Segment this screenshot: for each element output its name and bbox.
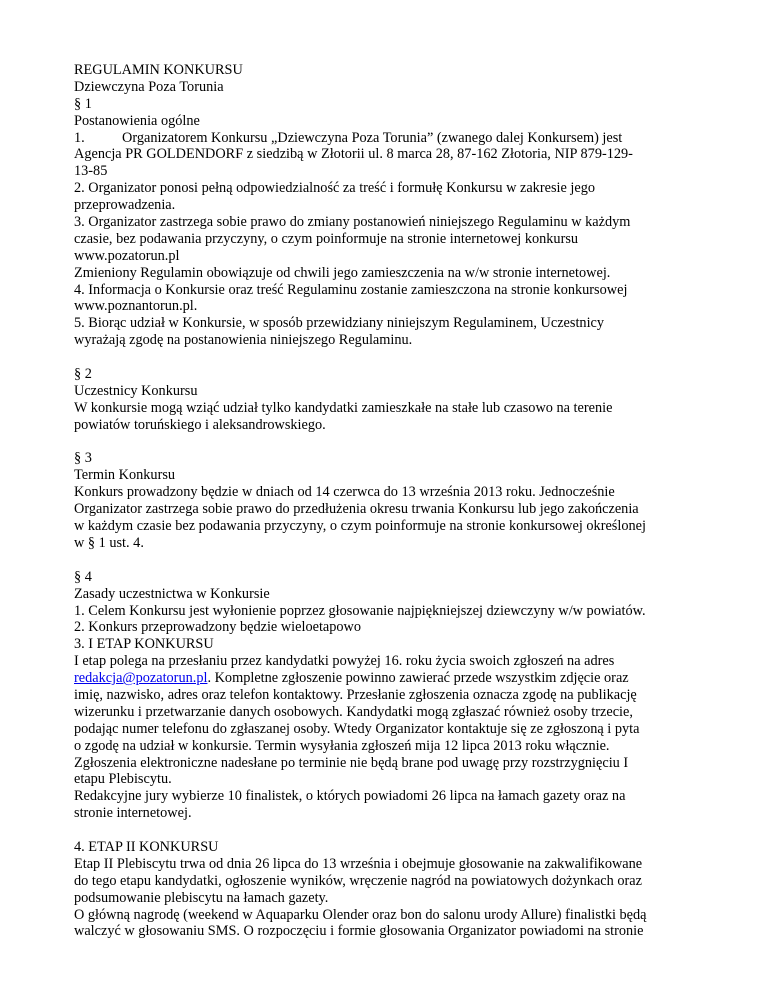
section-1-point-3-line-3: www.pozatorun.pl <box>74 247 180 264</box>
document-subtitle: Dziewczyna Poza Torunia <box>74 78 224 95</box>
section-4-name: Zasady uczestnictwa w Konkursie <box>74 585 270 602</box>
section-3-line-4: w § 1 ust. 4. <box>74 534 144 551</box>
stage-1-line-3: imię, nazwisko, adres oraz telefon kontaktowy. Przesłanie zgłoszenia oznacza zgodę na publikację <box>74 686 637 703</box>
section-3-name: Termin Konkursu <box>74 467 176 484</box>
section-4-item-3: 3. I ETAP KONKURSU <box>74 636 214 653</box>
section-1-heading: § 1 <box>74 95 92 112</box>
stage-2-line-2: do tego etapu kandydatki, ogłoszenie wyników, wręczenie nagród na powiatowych dożynkach oraz <box>74 872 642 889</box>
stage-1-line-9: Redakcyjne jury wybierze 10 finalistek, o których powiadomi 26 lipca na łamach gazety oraz na <box>74 788 626 805</box>
section-1-point-4-line-1: 4. Informacja o Konkursie oraz treść Regulaminu zostanie zamieszczona na stronie konkursowej <box>74 281 628 298</box>
stage-1-line-1: I etap polega na przesłaniu przez kandydatki powyżej 16. roku życia swoich zgłoszeń na adres <box>74 653 615 670</box>
stage-2-line-5: walczyć w głosowaniu SMS. O rozpoczęciu i formie głosowania Organizator powiadomi na stronie <box>74 923 644 940</box>
stage-1-line-6: o zgodę na udział w konkursie. Termin wysyłania zgłoszeń mija 12 lipca 2013 roku włącznie. <box>74 737 610 754</box>
stage-1-line-8: etapu Plebiscytu. <box>74 771 172 788</box>
section-1-point-2-line-2: przeprowadzenia. <box>74 197 176 214</box>
section-1-point-3-line-4: Zmieniony Regulamin obowiązuje od chwili jego zamieszczenia na w/w stronie internetowej. <box>74 264 611 281</box>
section-1-point-1-line-2: Agencja PR GOLDENDORF z siedzibą w Złotorii ul. 8 marca 28, 87-162 Złotoria, NIP 879-129- <box>74 146 633 163</box>
paragraph-spacer <box>74 434 694 451</box>
paragraph-spacer <box>74 349 694 366</box>
section-1-point-3-line-2: czasie, bez podawania przyczyny, o czym poinformuje na stronie internetowej konkursu <box>74 230 579 247</box>
section-1-point-4-line-2: www.poznantorun.pl. <box>74 298 198 315</box>
document-page <box>74 62 694 940</box>
section-4-item-2: 2. Konkurs przeprowadzony będzie wieloetapowo <box>74 619 362 636</box>
paragraph-spacer <box>74 552 694 569</box>
section-1-point-1-line-1 <box>74 130 694 147</box>
stage-1-line-10: stronie internetowej. <box>74 805 192 822</box>
section-1-point-2-line-1: 2. Organizator ponosi pełną odpowiedzialność za treść i formułę Konkursu w zakresie jego <box>74 180 596 197</box>
section-4-heading: § 4 <box>74 568 92 585</box>
section-2-name: Uczestnicy Konkursu <box>74 382 198 399</box>
section-3-line-1: Konkurs prowadzony będzie w dniach od 14 czerwca do 13 września 2013 roku. Jednocześnie <box>74 484 615 501</box>
stage-2-line-3: podsumowanie plebiscytu na łamach gazety. <box>74 889 329 906</box>
section-4-item-1: 1. Celem Konkursu jest wyłonienie poprzez głosowanie najpiękniejszej dziewczyny w/w powiatów. <box>74 602 646 619</box>
section-1-point-1-text: Organizatorem Konkursu „Dziewczyna Poza Torunia” (zwanego dalej Konkursem) jest <box>122 129 623 146</box>
paragraph-spacer <box>74 822 694 839</box>
section-1-point-5-line-1: 5. Biorąc udział w Konkursie, w sposób przewidziany niniejszym Regulaminem, Uczestnicy <box>74 315 605 332</box>
section-1-point-3-line-1: 3. Organizator zastrzega sobie prawo do zmiany postanowień niniejszego Regulaminu w każdym <box>74 214 631 231</box>
section-2-line-2: powiatów toruńskiego i aleksandrowskiego. <box>74 416 326 433</box>
section-1-point-1-line-3: 13-85 <box>74 163 108 180</box>
stage-1-line-5: podając numer telefonu do zgłaszanej osoby. Wtedy Organizator kontaktuje się ze zgłoszoną i pyta <box>74 720 640 737</box>
section-3-line-2: Organizator zastrzega sobie prawo do przedłużenia okresu trwania Konkursu lub jego zakończenia <box>74 501 639 518</box>
section-1-point-5-line-2: wyrażają zgodę na postanowienia niniejszego Regulaminu. <box>74 332 413 349</box>
stage-2-line-4: O główną nagrodę (weekend w Aquaparku Olender oraz bon do salonu urody Allure) finalistki będą <box>74 906 647 923</box>
section-1-point-1-number: 1. <box>74 129 85 146</box>
document-title: REGULAMIN KONKURSU <box>74 62 243 78</box>
section-1-name: Postanowienia ogólne <box>74 112 200 129</box>
stage-1-line-4: wizerunku i przetwarzanie danych osobowych. Kandydatki mogą zgłaszać również osoby trzecie, <box>74 703 633 720</box>
stage-1-line-2 <box>74 670 694 687</box>
section-2-line-1: W konkursie mogą wziąć udział tylko kandydatki zamieszkałe na stałe lub czasowo na terenie <box>74 399 613 416</box>
section-3-line-3: w każdym czasie bez podawania przyczyny, o czym poinformuje na stronie konkursowej określonej <box>74 518 646 535</box>
section-4-item-4: 4. ETAP II KONKURSU <box>74 838 219 855</box>
section-2-heading: § 2 <box>74 366 92 383</box>
email-link[interactable]: redakcja@pozatorun.pl <box>74 670 208 687</box>
stage-1-line-7: Zgłoszenia elektroniczne nadesłane po terminie nie będą brane pod uwagę przy rozstrzygnięciu I <box>74 754 629 771</box>
stage-2-line-1: Etap II Plebiscytu trwa od dnia 26 lipca do 13 września i obejmuje głosowanie na zakwalifikowane <box>74 855 643 872</box>
stage-1-line-2-text: . Kompletne zgłoszenie powinno zawierać przede wszystkim zdjęcie oraz <box>207 670 629 687</box>
section-3-heading: § 3 <box>74 450 92 467</box>
